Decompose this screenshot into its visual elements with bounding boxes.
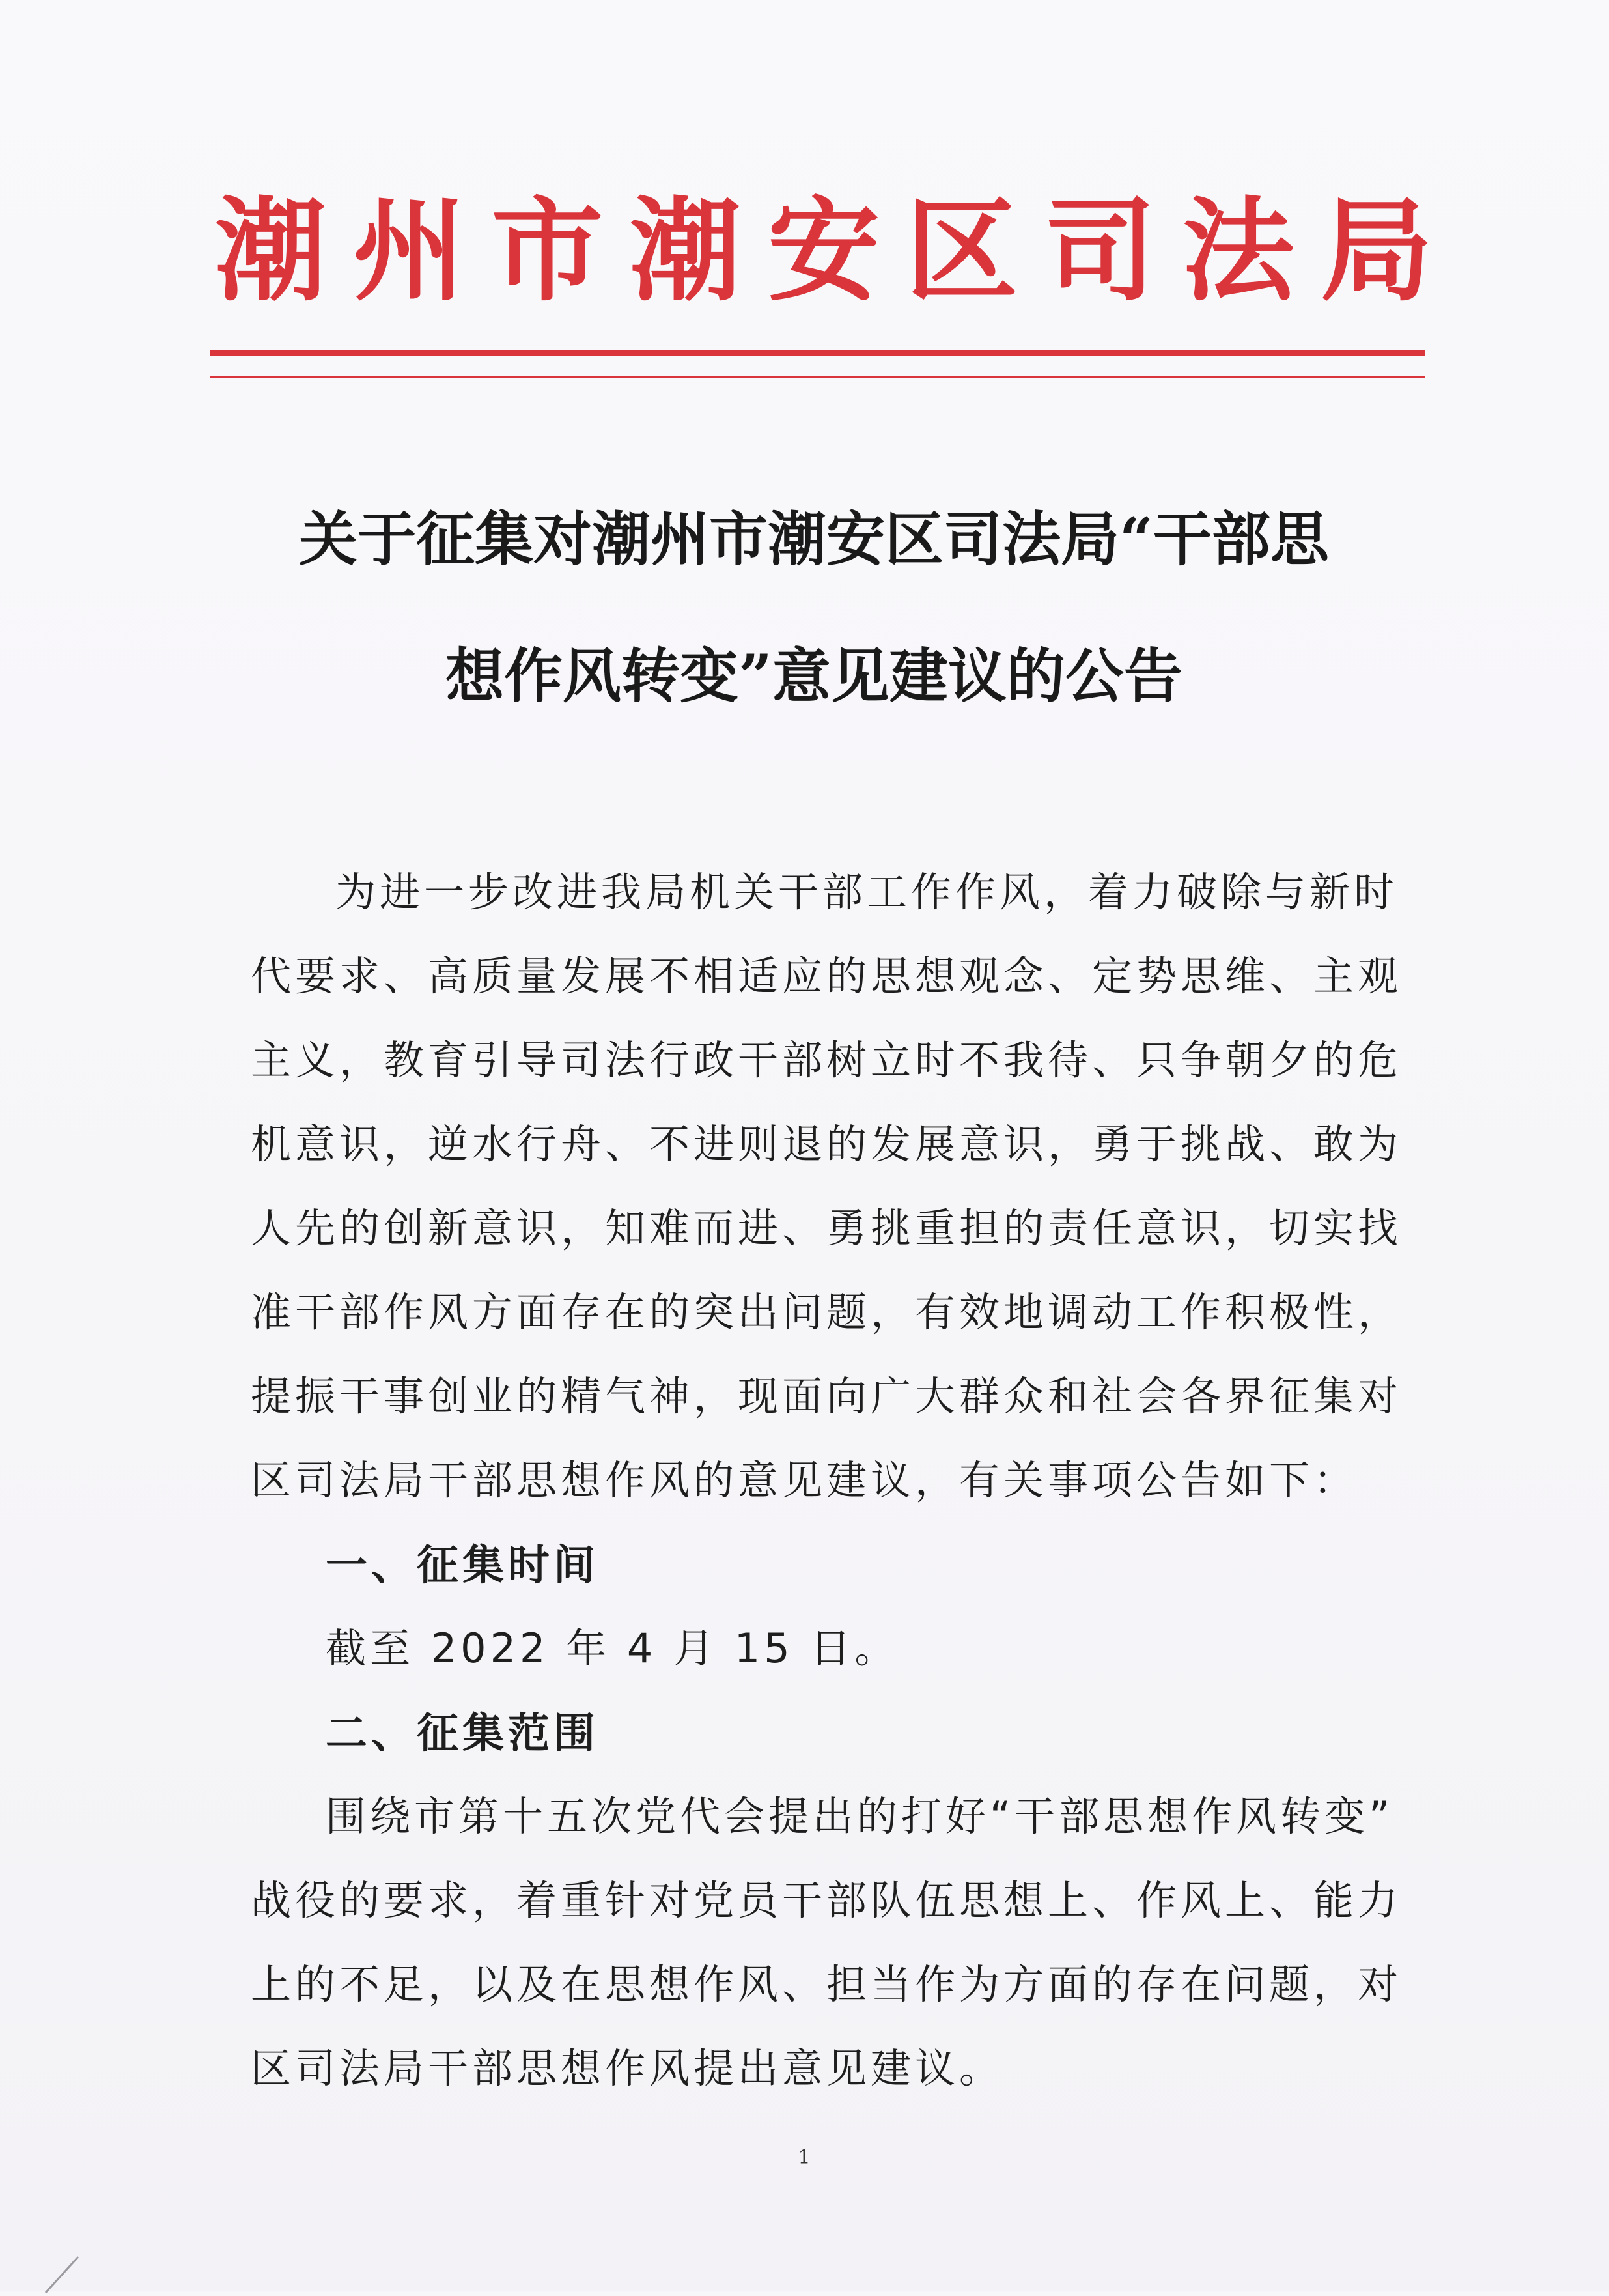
issuing-authority-header (215, 176, 1433, 326)
header-char: 区 (906, 184, 1018, 317)
header-divider-thin (210, 376, 1425, 378)
body-line: 区司法局干部思想作风提出意见建议。 (251, 2045, 1004, 2092)
body-line: 围绕市第十五次党代会提出的打好“干部思想作风转变” (326, 1793, 1394, 1840)
header-char: 法 (1182, 184, 1294, 317)
body-line: 代要求、高质量发展不相适应的思想观念、定势思维、主观 (251, 952, 1403, 1000)
body-line: 为进一步改进我局机关干部工作作风，着力破除与新时 (335, 868, 1399, 916)
body-line: 机意识，逆水行舟、不进则退的发展意识，勇于挑战、敢为 (251, 1120, 1403, 1168)
body-line: 人先的创新意识，知难而进、勇挑重担的责任意识，切实找 (251, 1204, 1403, 1252)
body-line: 提振干事创业的精气神，现面向广大群众和社会各界征集对 (251, 1372, 1403, 1420)
document-title-line-2: 想作风转变”意见建议的公告 (445, 642, 1182, 711)
body-line: 区司法局干部思想作风的意见建议，有关事项公告如下： (251, 1456, 1358, 1504)
page-number: 1 (798, 2146, 811, 2169)
body-line: 上的不足，以及在思想作风、担当作为方面的存在问题，对 (251, 1961, 1403, 2008)
body-line: 准干部作风方面存在的突出问题，有效地调动工作积极性， (251, 1288, 1403, 1336)
body-line: 战役的要求，着重针对党员干部队伍思想上、作风上、能力 (251, 1877, 1403, 1924)
document-title-line-1: 关于征集对潮州市潮安区司法局“干部思 (299, 505, 1329, 574)
header-char: 司 (1044, 184, 1156, 317)
header-char: 潮 (629, 184, 742, 317)
scan-artifact-mark (39, 2244, 117, 2296)
header-char: 安 (768, 184, 880, 317)
section-heading-collection-time: 一、征集时间 (326, 1542, 599, 1590)
body-line: 主义，教育引导司法行政干部树立时不我待、只争朝夕的危 (251, 1036, 1403, 1084)
header-char: 局 (1321, 184, 1433, 317)
header-char: 潮 (215, 184, 327, 317)
header-divider-thick (210, 350, 1425, 356)
header-char: 市 (491, 184, 604, 317)
header-char: 州 (353, 184, 466, 317)
section-heading-collection-scope: 二、征集范围 (326, 1710, 599, 1758)
collection-deadline-text: 截至 2022 年 4 月 15 日。 (326, 1624, 899, 1672)
